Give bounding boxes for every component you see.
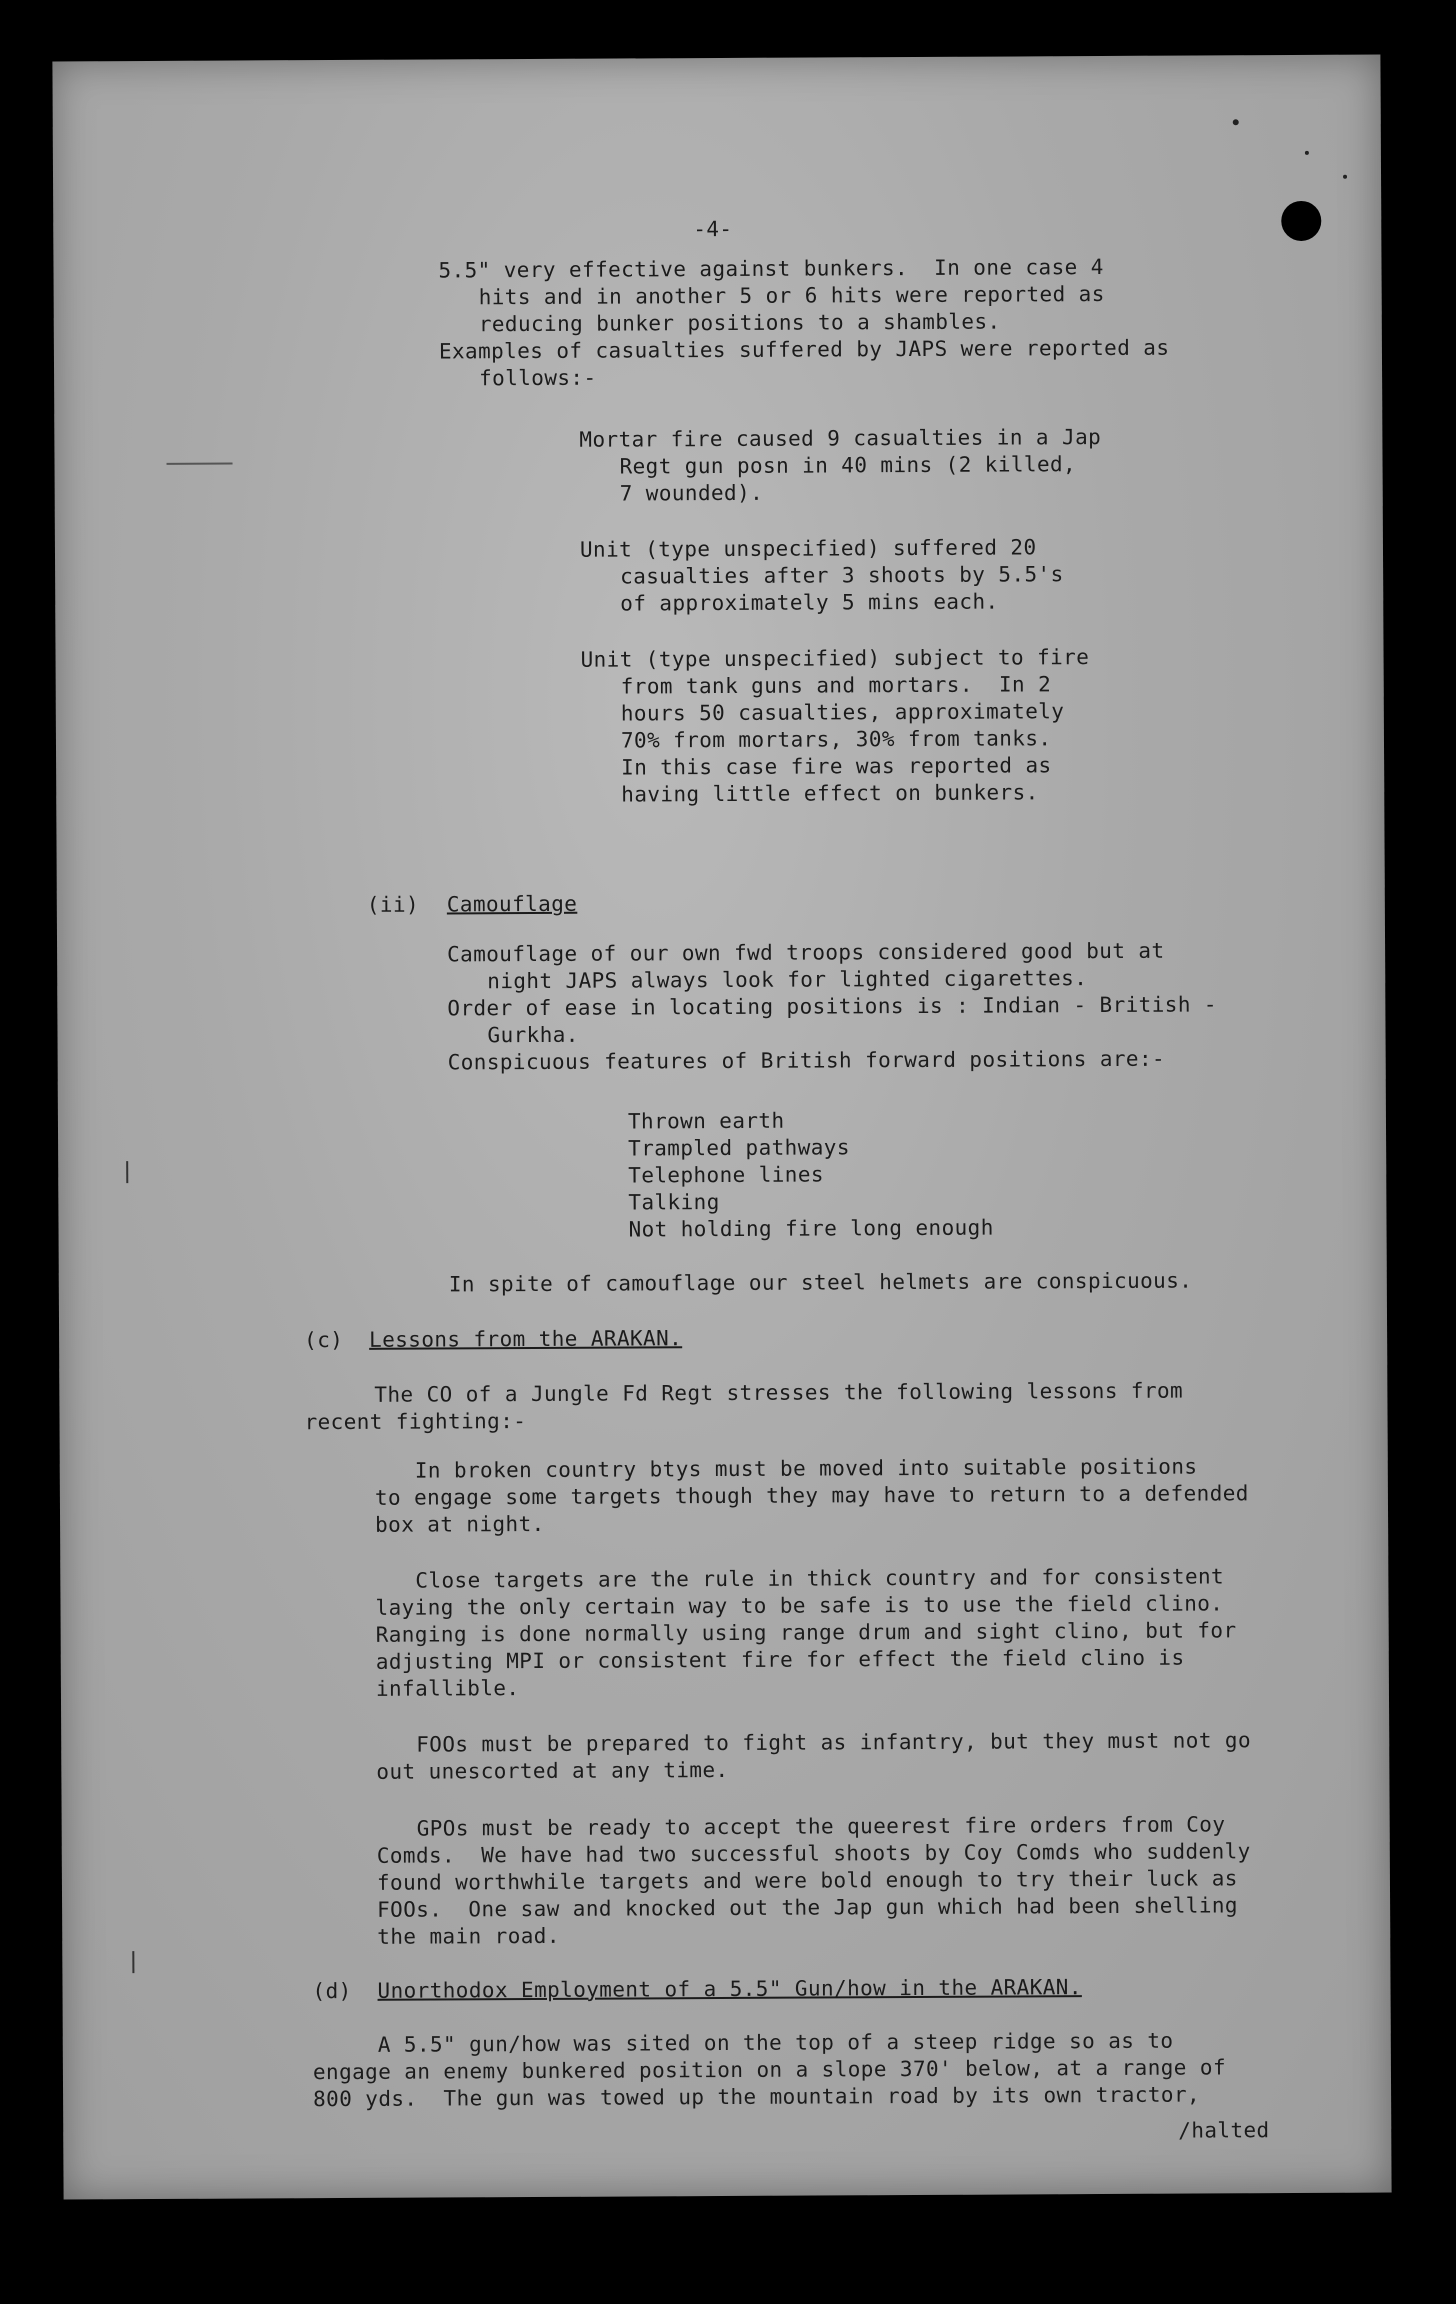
feature-item: Telephone lines: [628, 1162, 824, 1188]
body-line: box at night.: [375, 1511, 545, 1537]
section-number: (ii): [366, 892, 420, 917]
body-line: Comds. We have had two successful shoots by Coy Comds who suddenly: [376, 1839, 1251, 1868]
para-line: 5.5" very effective against bunkers. In one case 4: [438, 254, 1104, 283]
body-line: FOOs. One saw and knocked out the Jap gun which had been shelling: [377, 1893, 1238, 1922]
feature-item: Talking: [628, 1190, 720, 1215]
example-line: 7 wounded).: [619, 480, 764, 506]
example-line: casualties after 3 shoots by 5.5's: [620, 562, 1064, 589]
para-line: follows:-: [479, 365, 597, 391]
body-line: adjusting MPI or consistent fire for effect the field clino is: [375, 1645, 1185, 1674]
body-line: GPOs must be ready to accept the queerest fire orders from Coy: [416, 1812, 1226, 1841]
feature-item: Not holding fire long enough: [628, 1215, 994, 1242]
speck: [1305, 151, 1309, 155]
example-line: Regt gun posn in 40 mins (2 killed,: [619, 452, 1077, 479]
body-line: engage an enemy bunkered position on a slope 370' below, at a range of: [312, 2055, 1227, 2085]
para-line: reducing bunker positions to a shambles.: [478, 309, 1001, 337]
example-line: Unit (type unspecified) subject to fire: [580, 645, 1090, 672]
example-line: having little effect on bunkers.: [621, 780, 1039, 807]
catchword: /halted: [1178, 2118, 1270, 2143]
camo-line: Gurkha.: [487, 1022, 579, 1048]
ink-blot: [1281, 201, 1321, 241]
camo-line: night JAPS always look for lighted cigarettes.: [487, 966, 1088, 994]
section-number: (c): [304, 1327, 344, 1353]
body-line: laying the only certain way to be safe is to use the field clino.: [375, 1591, 1224, 1620]
body-line: A 5.5" gun/how was sited on the top of a steep ridge so as to: [377, 2028, 1174, 2057]
body-line: Ranging is done normally using range drum and sight clino, but for: [375, 1618, 1237, 1647]
speck: [1343, 175, 1347, 179]
body-line: out unescorted at any time.: [376, 1757, 729, 1784]
body-line: to engage some targets though they may have to return to a defended: [374, 1481, 1249, 1510]
margin-tick: [126, 1161, 128, 1183]
section-heading: Camouflage: [446, 891, 578, 917]
section-heading: Unorthodox Employment of a 5.5" Gun/how in the ARAKAN.: [377, 1975, 1082, 2003]
body-line: infallible.: [375, 1676, 520, 1701]
body-line: The CO of a Jungle Fd Regt stresses the following lessons from: [374, 1378, 1184, 1407]
camo-line: Order of ease in locating positions is : Indian - British -: [447, 992, 1217, 1021]
margin-mark: [167, 463, 233, 465]
body-line: the main road.: [377, 1923, 560, 1949]
body-line: 800 yds. The gun was towed up the mountain road by its own tractor,: [313, 2082, 1201, 2112]
document-page: [52, 55, 1391, 2200]
body-line: FOOs must be prepared to fight as infantry, but they must not go: [416, 1728, 1252, 1757]
section-number: (d): [312, 1978, 352, 2004]
example-line: 70% from mortars, 30% from tanks.: [620, 726, 1052, 753]
feature-item: Trampled pathways: [628, 1135, 850, 1161]
section-heading: Lessons from the ARAKAN.: [369, 1326, 683, 1352]
camo-line: Camouflage of our own fwd troops considered good but at: [447, 938, 1165, 967]
feature-item: Thrown earth: [627, 1108, 785, 1134]
example-line: hours 50 casualties, approximately: [620, 699, 1065, 726]
example-line: Unit (type unspecified) suffered 20: [579, 535, 1037, 562]
page-number: -4-: [693, 216, 733, 242]
margin-tick: [132, 1951, 134, 1973]
body-line: found worthwhile targets and were bold enough to try their luck as: [376, 1866, 1238, 1895]
para-line: Examples of casualties suffered by JAPS were reported as: [438, 335, 1170, 364]
example-line: from tank guns and mortars. In 2: [620, 672, 1052, 699]
body-line: Close targets are the rule in thick country and for consistent: [415, 1564, 1225, 1593]
camo-line: In spite of camouflage our steel helmets are conspicuous.: [448, 1268, 1193, 1297]
example-line: Mortar fire caused 9 casualties in a Jap: [579, 425, 1102, 452]
speck: [1233, 119, 1239, 125]
para-line: hits and in another 5 or 6 hits were reported as: [478, 281, 1105, 310]
body-line: recent fighting:-: [304, 1409, 527, 1435]
example-line: In this case fire was reported as: [621, 753, 1052, 780]
body-line: In broken country btys must be moved into suitable positions: [414, 1454, 1198, 1483]
example-line: of approximately 5 mins each.: [620, 589, 999, 616]
camo-line: Conspicuous features of British forward positions are:-: [447, 1046, 1166, 1075]
